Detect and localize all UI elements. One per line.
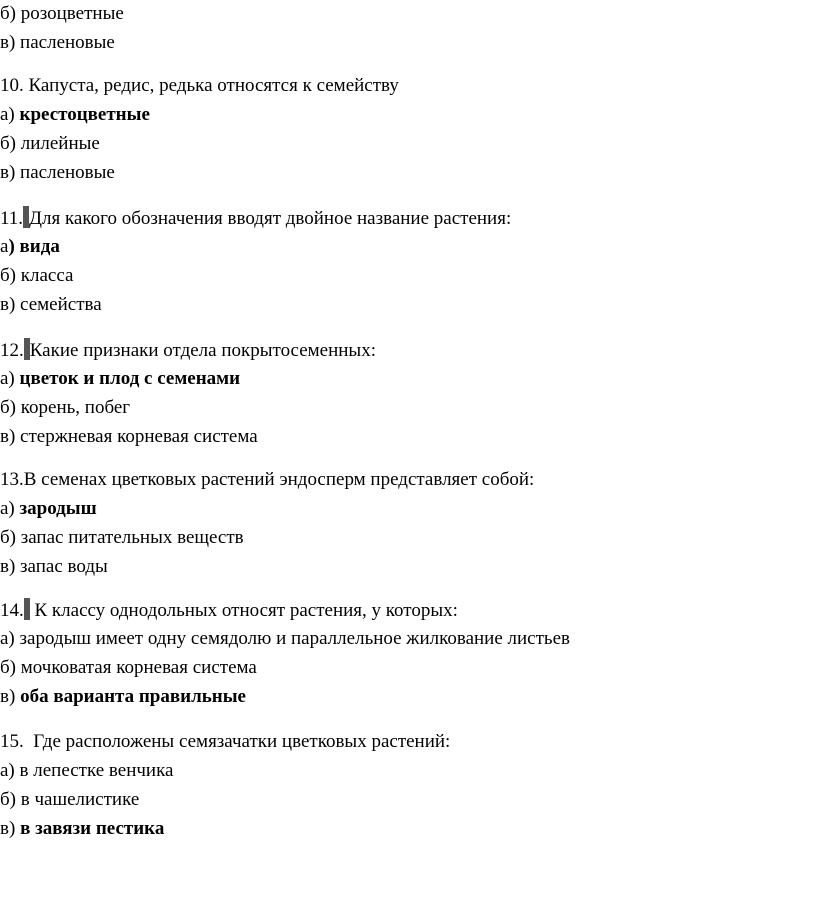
q11-option-v: в) семейства [0, 294, 102, 315]
q12-option-a: а) цветок и плод с семенами [0, 368, 241, 389]
q14-option-b: б) мочковатая корневая система [0, 657, 257, 678]
q11-option-b: б) класса [0, 265, 74, 286]
q11-option-a: а) вида [0, 236, 60, 257]
q12-correct-answer: цветок и плод с семенами [19, 368, 241, 389]
question-10: 10. Капуста, редис, редька относятся к семейству [0, 75, 399, 96]
option-v-prev: в) пасленовые [0, 32, 115, 53]
q10-option-b: б) лилейные [0, 133, 100, 154]
question-15: 15. Где расположены семязачатки цветковых растений: [0, 731, 451, 752]
question-13: 13.В семенах цветковых растений эндосперм представляет собой: [0, 469, 535, 490]
q10-option-v: в) пасленовые [0, 162, 115, 183]
q15-option-a: а) в лепестке венчика [0, 760, 174, 781]
option-b-prev: б) розоцветные [0, 3, 124, 24]
q10-correct-answer: крестоцветные [19, 104, 150, 125]
question-12: 12. Какие признаки отдела покрытосеменных: [0, 340, 376, 361]
q13-correct-answer: зародыш [19, 498, 97, 519]
q15-correct-answer: в завязи пестика [20, 818, 165, 839]
q15-option-b: б) в чашелистике [0, 789, 140, 810]
q13-option-a: а) зародыш [0, 498, 97, 519]
q13-option-v: в) запас воды [0, 556, 108, 577]
q11-correct-answer: ) вида [8, 236, 60, 257]
q14-correct-answer: оба варианта правильные [20, 686, 246, 707]
q14-option-v: в) оба варианта правильные [0, 686, 246, 707]
q14-option-a: а) зародыш имеет одну семядолю и параллельное жилкование листьев [0, 628, 570, 649]
question-11: 11. Для какого обозначения вводят двойное название растения: [0, 208, 512, 229]
q15-option-v: в) в завязи пестика [0, 818, 165, 839]
q12-option-v: в) стержневая корневая система [0, 426, 258, 447]
q12-option-b: б) корень, побег [0, 397, 131, 418]
q10-option-a: а) крестоцветные [0, 104, 150, 125]
question-14: 14. К классу однодольных относят растения, у которых: [0, 600, 458, 621]
q13-option-b: б) запас питательных веществ [0, 527, 244, 548]
